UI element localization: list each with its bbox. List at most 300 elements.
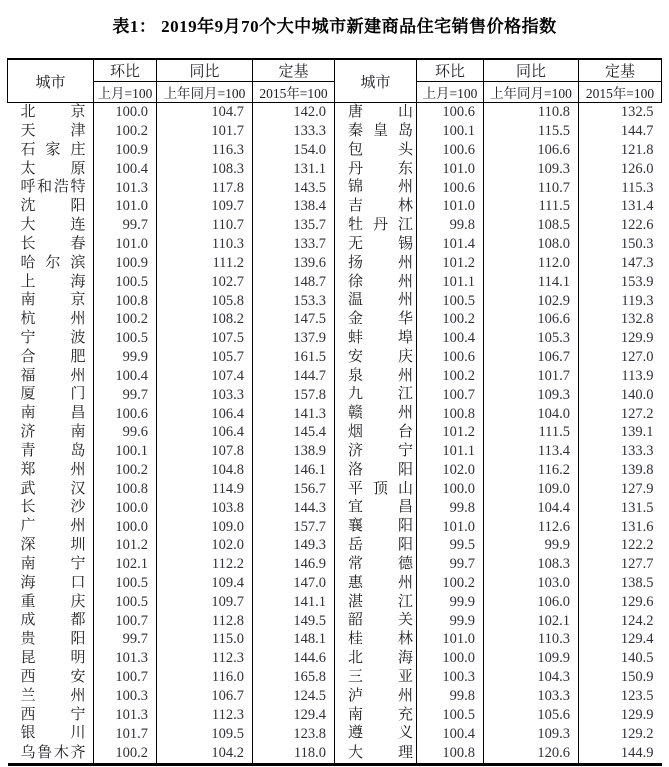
yoy-value-cell: 108.3 [157,160,253,179]
city-cell [8,141,94,160]
mom-value-cell: 100.2 [417,310,484,329]
mom-value-cell: 100.4 [417,724,484,743]
city-name: 北 京 [20,103,86,120]
mom-value-cell: 100.4 [94,160,157,179]
fixed-base-value-cell: 131.6 [579,517,662,536]
city-cell [8,386,94,405]
fixed-base-value-cell: 157.7 [253,517,335,536]
mom-value-cell: 100.6 [94,404,157,423]
city-cell [335,386,417,405]
city-cell [335,216,417,235]
fixed-base-value-cell: 150.9 [579,668,662,687]
mom-value-cell: 100.2 [94,743,157,764]
mom-value-cell: 99.9 [417,612,484,631]
fixed-base-value-cell: 143.5 [253,178,335,197]
city-cell [335,404,417,423]
mom-value-cell: 101.0 [417,630,484,649]
table-row [8,197,662,216]
yoy-value-cell: 109.4 [157,574,253,593]
city-name: 南 宁 [20,555,86,572]
city-name: 武 汉 [20,480,86,497]
mom-value-cell: 100.2 [417,574,484,593]
city-cell [335,235,417,254]
yoy-value-cell: 104.3 [484,668,579,687]
city-cell [8,273,94,292]
city-name: 杭 州 [20,311,86,328]
mom-value-cell: 100.5 [417,291,484,310]
city-name: 大 理 [348,744,413,761]
city-name: 沈 阳 [20,198,86,215]
table-row [8,649,662,668]
city-cell [8,122,94,141]
city-cell [8,348,94,367]
city-cell [335,649,417,668]
city-name: 宜 昌 [348,499,413,516]
mom-value-cell: 99.8 [417,216,484,235]
yoy-value-cell: 101.7 [157,122,253,141]
mom-value-cell: 100.8 [417,743,484,764]
mom-value-cell: 100.9 [94,141,157,160]
fixed-base-value-cell: 144.6 [253,649,335,668]
mom-value-cell: 99.8 [417,687,484,706]
mom-value-cell: 100.7 [417,386,484,405]
city-cell [335,517,417,536]
city-cell [335,291,417,310]
yoy-value-cell: 111.5 [484,423,579,442]
mom-value-cell: 100.5 [94,593,157,612]
city-name: 呼 和 浩 特 [20,179,86,196]
mom-value-cell: 101.0 [417,197,484,216]
yoy-value-cell: 107.4 [157,367,253,386]
city-cell [8,291,94,310]
mom-value-cell: 99.7 [94,216,157,235]
city-cell [335,310,417,329]
fixed-base-value-cell: 131.1 [253,160,335,179]
city-name: 厦 门 [20,386,86,403]
city-cell [8,555,94,574]
city-name: 金 华 [348,311,413,328]
fixed-base-value-cell: 146.1 [253,461,335,480]
fixed-base-value-cell: 140.0 [579,386,662,405]
header-mom-left: 环比 [94,59,157,82]
city-name: 锦 州 [348,179,413,196]
yoy-value-cell: 105.6 [484,706,579,725]
city-name: 扬 州 [348,254,413,271]
city-cell [8,743,94,764]
mom-value-cell: 99.7 [417,555,484,574]
mom-value-cell: 100.9 [94,254,157,273]
city-cell [335,499,417,518]
table-row [8,555,662,574]
city-cell [335,442,417,461]
yoy-value-cell: 107.8 [157,442,253,461]
mom-value-cell: 100.5 [94,273,157,292]
city-cell [335,536,417,555]
fixed-base-value-cell: 154.0 [253,141,335,160]
city-cell [8,574,94,593]
city-name: 唐 山 [348,103,413,120]
mom-value-cell: 99.9 [417,593,484,612]
city-cell [335,197,417,216]
city-cell [335,367,417,386]
table-row [8,404,662,423]
city-cell [8,235,94,254]
yoy-value-cell: 104.4 [484,499,579,518]
yoy-value-cell: 109.7 [157,197,253,216]
city-cell [8,254,94,273]
fixed-base-value-cell: 127.9 [579,480,662,499]
yoy-value-cell: 106.4 [157,404,253,423]
mom-value-cell: 100.4 [417,329,484,348]
city-name: 洛 阳 [348,461,413,478]
city-name: 贵 阳 [20,631,86,648]
fixed-base-value-cell: 137.9 [253,329,335,348]
city-cell [8,197,94,216]
fixed-base-value-cell: 132.5 [579,103,662,122]
fixed-base-value-cell: 122.6 [579,216,662,235]
city-cell [335,103,417,122]
fixed-base-value-cell: 127.0 [579,348,662,367]
city-cell [8,461,94,480]
yoy-value-cell: 106.6 [484,310,579,329]
fixed-base-value-cell: 133.3 [579,442,662,461]
city-name: 重 庆 [20,593,86,610]
city-name: 安 庆 [348,348,413,365]
city-name: 宁 波 [20,329,86,346]
table-row [8,668,662,687]
yoy-value-cell: 103.0 [484,574,579,593]
fixed-base-value-cell: 135.7 [253,216,335,235]
mom-value-cell: 101.4 [417,235,484,254]
city-name: 九 江 [348,386,413,403]
mom-value-cell: 99.7 [94,630,157,649]
table-row [8,367,662,386]
city-cell [335,178,417,197]
fixed-base-value-cell: 144.7 [579,122,662,141]
mom-value-cell: 100.5 [94,574,157,593]
city-cell [8,593,94,612]
city-name: 长 春 [20,235,86,252]
mom-value-cell: 99.8 [417,499,484,518]
city-cell [8,178,94,197]
fixed-base-value-cell: 149.5 [253,612,335,631]
yoy-value-cell: 101.7 [484,367,579,386]
yoy-value-cell: 106.0 [484,593,579,612]
fixed-base-value-cell: 113.9 [579,367,662,386]
yoy-value-cell: 106.7 [484,348,579,367]
yoy-value-cell: 115.5 [484,122,579,141]
mom-value-cell: 101.2 [417,423,484,442]
header-fixed-left: 定基 [253,59,335,82]
yoy-value-cell: 108.5 [484,216,579,235]
table-row [8,517,662,536]
table-row [8,254,662,273]
yoy-value-cell: 104.2 [157,743,253,764]
table-row [8,724,662,743]
yoy-value-cell: 106.6 [484,141,579,160]
table-row [8,160,662,179]
city-cell [335,555,417,574]
fixed-base-value-cell: 153.3 [253,291,335,310]
yoy-value-cell: 107.5 [157,329,253,348]
table-row [8,348,662,367]
fixed-base-value-cell: 146.9 [253,555,335,574]
table-row [8,216,662,235]
yoy-value-cell: 102.7 [157,273,253,292]
table-row [8,593,662,612]
city-name: 吉 林 [348,198,413,215]
city-cell [335,574,417,593]
city-name: 深 圳 [20,537,86,554]
yoy-value-cell: 117.8 [157,178,253,197]
mom-value-cell: 100.6 [417,103,484,122]
mom-value-cell: 100.6 [417,178,484,197]
city-cell [335,612,417,631]
city-name: 包 头 [348,141,413,158]
fixed-base-value-cell: 122.2 [579,536,662,555]
city-name: 徐 州 [348,273,413,290]
fixed-base-value-cell: 138.4 [253,197,335,216]
city-name: 海 口 [20,574,86,591]
table-row [8,687,662,706]
fixed-base-value-cell: 129.9 [579,706,662,725]
fixed-base-value-cell: 123.5 [579,687,662,706]
city-cell [8,687,94,706]
mom-value-cell: 100.1 [94,442,157,461]
yoy-value-cell: 105.8 [157,291,253,310]
fixed-base-value-cell: 129.2 [579,724,662,743]
fixed-base-value-cell: 156.7 [253,480,335,499]
city-name: 西 安 [20,668,86,685]
city-cell [335,743,417,764]
header-yoy-right: 同比 [484,59,579,82]
table-row [8,480,662,499]
city-name: 合 肥 [20,348,86,365]
city-cell [8,630,94,649]
city-cell [335,273,417,292]
fixed-base-value-cell: 139.8 [579,461,662,480]
city-name: 银 川 [20,725,86,742]
yoy-value-cell: 108.3 [484,555,579,574]
mom-value-cell: 100.8 [94,480,157,499]
city-name: 西 宁 [20,706,86,723]
fixed-base-value-cell: 147.0 [253,574,335,593]
mom-value-cell: 100.2 [94,122,157,141]
city-name: 岳 阳 [348,537,413,554]
city-name: 太 原 [20,160,86,177]
yoy-value-cell: 112.0 [484,254,579,273]
city-cell [8,103,94,122]
fixed-base-value-cell: 141.1 [253,593,335,612]
mom-value-cell: 101.7 [94,724,157,743]
city-cell [335,122,417,141]
mom-value-cell: 100.6 [417,141,484,160]
fixed-base-value-cell: 133.7 [253,235,335,254]
city-name: 牡 丹 江 [348,217,413,234]
fixed-base-value-cell: 124.5 [253,687,335,706]
yoy-value-cell: 109.3 [484,160,579,179]
city-name: 平 顶 山 [348,480,413,497]
mom-value-cell: 100.0 [94,517,157,536]
city-name: 无 锡 [348,235,413,252]
city-name: 昆 明 [20,650,86,667]
yoy-value-cell: 114.1 [484,273,579,292]
city-cell [8,216,94,235]
city-cell [335,348,417,367]
table-title: 表1： 2019年9月70个大中城市新建商品住宅销售价格指数 [112,17,557,36]
fixed-base-value-cell: 129.9 [579,329,662,348]
mom-value-cell: 99.9 [94,348,157,367]
yoy-value-cell: 112.2 [157,555,253,574]
yoy-value-cell: 108.0 [484,235,579,254]
mom-value-cell: 100.0 [94,499,157,518]
yoy-value-cell: 109.3 [484,386,579,405]
table-row [8,499,662,518]
fixed-base-value-cell: 127.2 [579,404,662,423]
city-name: 北 海 [348,650,413,667]
city-name: 南 充 [348,706,413,723]
city-cell [335,687,417,706]
fixed-base-value-cell: 131.4 [579,197,662,216]
city-name: 南 昌 [20,405,86,422]
fixed-base-value-cell: 126.0 [579,160,662,179]
table-row [8,423,662,442]
city-name: 襄 阳 [348,518,413,535]
fixed-base-value-cell: 131.5 [579,499,662,518]
city-name: 赣 州 [348,405,413,422]
city-name: 郑 州 [20,461,86,478]
header-city-right: 城市 [335,59,417,103]
table-row [8,461,662,480]
city-name: 南 京 [20,292,86,309]
fixed-base-value-cell: 161.5 [253,348,335,367]
yoy-value-cell: 102.1 [484,612,579,631]
city-cell [335,461,417,480]
yoy-value-cell: 116.0 [157,668,253,687]
city-cell [8,517,94,536]
yoy-value-cell: 109.7 [157,593,253,612]
fixed-base-value-cell: 119.3 [579,291,662,310]
mom-value-cell: 100.5 [417,706,484,725]
fixed-base-value-cell: 144.7 [253,367,335,386]
yoy-value-cell: 105.3 [484,329,579,348]
city-name: 兰 州 [20,687,86,704]
table-row [8,273,662,292]
yoy-value-cell: 106.7 [157,687,253,706]
yoy-value-cell: 108.2 [157,310,253,329]
city-name: 青 岛 [20,442,86,459]
city-cell [335,724,417,743]
yoy-value-cell: 110.3 [157,235,253,254]
yoy-value-cell: 99.9 [484,536,579,555]
yoy-value-cell: 110.7 [484,178,579,197]
fixed-base-value-cell: 129.4 [253,706,335,725]
city-cell [8,649,94,668]
yoy-value-cell: 104.0 [484,404,579,423]
table-row [8,103,662,122]
fixed-base-value-cell: 141.3 [253,404,335,423]
header-mom-base-left: 上月=100 [94,82,157,103]
fixed-base-value-cell: 144.9 [579,743,662,764]
yoy-value-cell: 102.9 [484,291,579,310]
city-name: 长 沙 [20,499,86,516]
city-name: 三 亚 [348,668,413,685]
mom-value-cell: 101.2 [94,536,157,555]
city-cell [335,668,417,687]
city-cell [335,423,417,442]
mom-value-cell: 102.0 [417,461,484,480]
city-cell [335,329,417,348]
header-fixed-base-right: 2015年=100 [579,82,662,103]
city-cell [335,480,417,499]
table-row [8,574,662,593]
header-mom-base-right: 上月=100 [417,82,484,103]
table-row [8,329,662,348]
mom-value-cell: 100.4 [94,367,157,386]
city-cell [335,141,417,160]
city-name: 遵 义 [348,725,413,742]
mom-value-cell: 100.8 [417,404,484,423]
mom-value-cell: 100.3 [417,668,484,687]
city-name: 惠 州 [348,574,413,591]
table-row [8,122,662,141]
city-cell [8,724,94,743]
header-mom-right: 环比 [417,59,484,82]
yoy-value-cell: 110.7 [157,216,253,235]
city-cell [335,254,417,273]
city-name: 泸 州 [348,687,413,704]
city-name: 上 海 [20,273,86,290]
mom-value-cell: 101.0 [417,517,484,536]
mom-value-cell: 100.7 [94,612,157,631]
yoy-value-cell: 114.9 [157,480,253,499]
fixed-base-value-cell: 157.8 [253,386,335,405]
yoy-value-cell: 103.3 [157,386,253,405]
yoy-value-cell: 112.3 [157,649,253,668]
header-yoy-base-right: 上年同月=100 [484,82,579,103]
header-city-left: 城市 [8,59,94,103]
city-name: 济 南 [20,424,86,441]
yoy-value-cell: 106.4 [157,423,253,442]
city-name: 秦 皇 岛 [348,122,413,139]
city-name: 常 德 [348,555,413,572]
city-name: 湛 江 [348,593,413,610]
fixed-base-value-cell: 138.9 [253,442,335,461]
city-name: 济 宁 [348,442,413,459]
city-cell [8,480,94,499]
table-row [8,612,662,631]
table-row [8,386,662,405]
mom-value-cell: 100.0 [417,649,484,668]
fixed-base-value-cell: 144.3 [253,499,335,518]
fixed-base-value-cell: 121.8 [579,141,662,160]
mom-value-cell: 100.2 [94,310,157,329]
mom-value-cell: 100.3 [94,687,157,706]
city-name: 福 州 [20,367,86,384]
city-name: 哈 尔 滨 [20,254,86,271]
city-cell [8,329,94,348]
city-name: 泉 州 [348,367,413,384]
mom-value-cell: 101.3 [94,178,157,197]
mom-value-cell: 101.1 [417,273,484,292]
yoy-value-cell: 103.3 [484,687,579,706]
mom-value-cell: 100.5 [94,329,157,348]
city-cell [8,442,94,461]
city-cell [335,630,417,649]
mom-value-cell: 100.6 [417,348,484,367]
mom-value-cell: 100.0 [94,103,157,122]
fixed-base-value-cell: 139.1 [579,423,662,442]
